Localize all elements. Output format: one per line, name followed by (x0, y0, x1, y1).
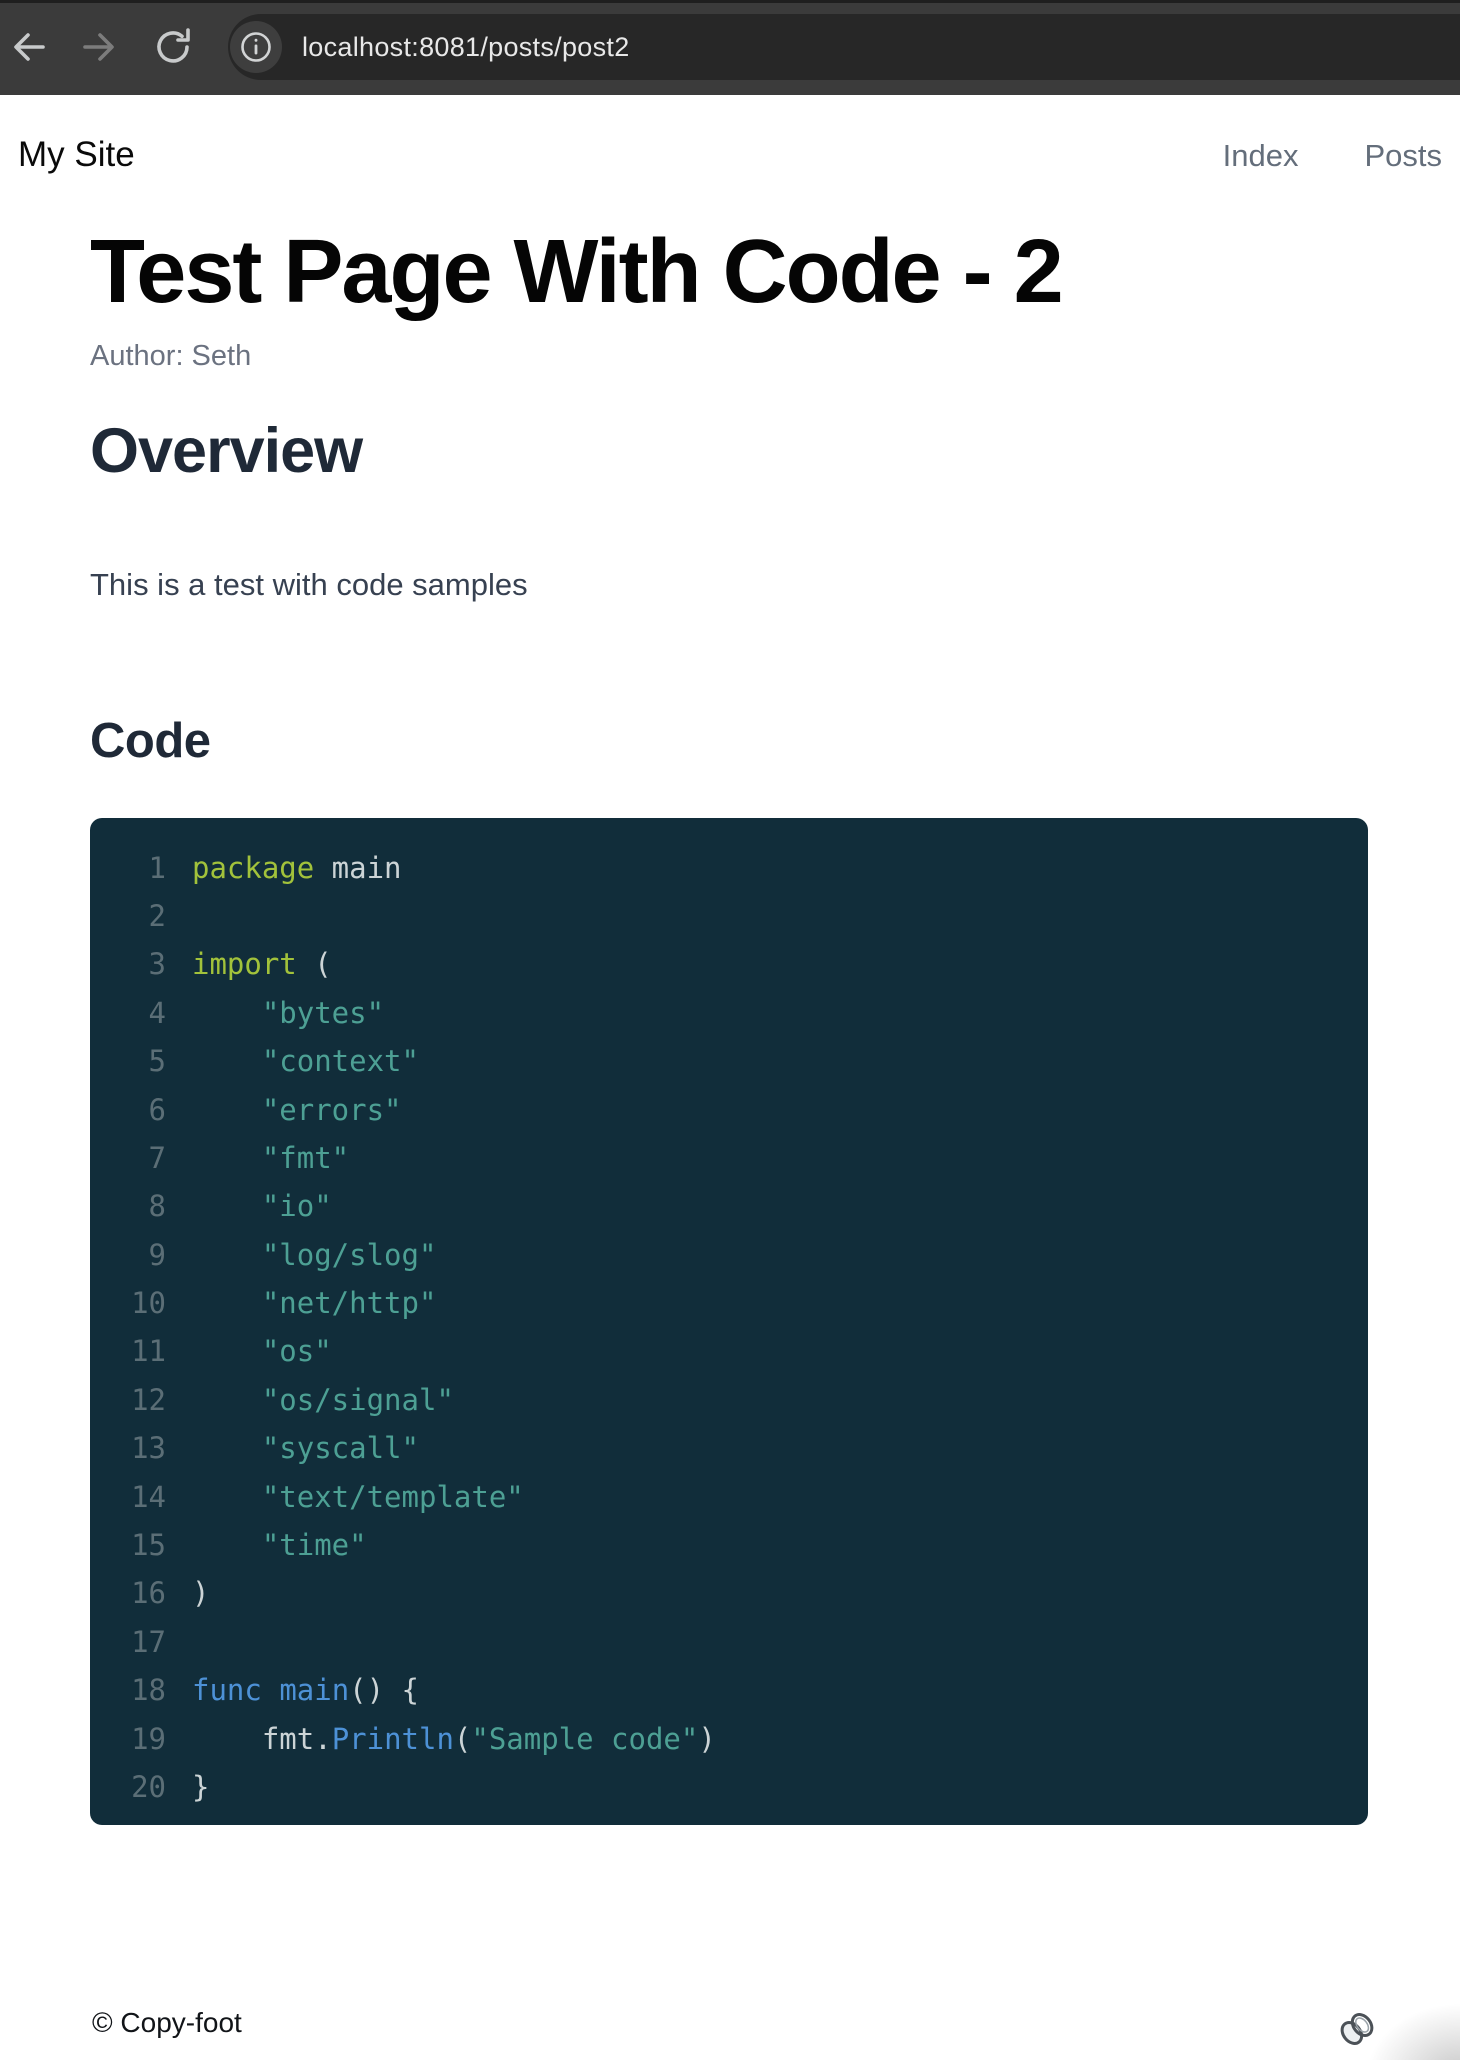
code-text (192, 851, 402, 885)
code-line (120, 989, 1348, 1037)
code-line (120, 1521, 1348, 1569)
reload-button[interactable] (151, 25, 195, 69)
link-chain-icon[interactable] (1334, 2006, 1380, 2052)
code-text (192, 947, 332, 981)
code-line (120, 940, 1348, 988)
line-number: 18 (131, 1673, 166, 1708)
code-line (120, 1327, 1348, 1375)
code-token-str: "time" (261, 1528, 367, 1563)
code-text (192, 1576, 209, 1610)
code-text (192, 1044, 419, 1078)
line-number: 10 (131, 1286, 166, 1321)
code-line (120, 844, 1348, 892)
overview-paragraph: This is a test with code samples (90, 566, 528, 602)
post-title: Test Page With Code - 2 (90, 222, 1062, 322)
code-token-str: "os/signal" (261, 1382, 454, 1417)
line-number: 14 (131, 1479, 166, 1514)
code-token-kw: package (192, 850, 315, 885)
code-token-str: "text/template" (261, 1479, 524, 1514)
overview-heading: Overview (90, 415, 363, 486)
code-text (192, 1141, 349, 1175)
code-line (120, 1037, 1348, 1085)
code-token-pl (192, 1093, 262, 1127)
code-text (192, 1238, 436, 1272)
code-line (120, 1424, 1348, 1472)
code-token-str: "Sample code" (471, 1721, 699, 1756)
line-number: 8 (148, 1189, 166, 1224)
line-number: 1 (148, 850, 166, 885)
code-token-str: "io" (261, 1189, 332, 1224)
code-token-pl: fmt. (192, 1721, 332, 1756)
code-line (120, 1715, 1348, 1763)
code-token-str: "syscall" (261, 1431, 419, 1466)
code-line (120, 1279, 1348, 1327)
nav-link-index[interactable]: Index (1222, 138, 1299, 173)
code-token-pl (192, 1528, 262, 1562)
site-title: My Site (18, 135, 135, 174)
info-icon (239, 30, 273, 64)
code-line (120, 1666, 1348, 1714)
code-line (120, 1086, 1348, 1134)
code-token-pl (192, 1334, 262, 1368)
code-text (192, 1528, 367, 1562)
footer-copyright: © Copy-foot (92, 2006, 242, 2038)
article (90, 222, 1368, 1825)
line-number: 12 (131, 1382, 166, 1417)
code-token-fn: Println (331, 1721, 454, 1756)
code-heading: Code (90, 714, 211, 769)
code-token-pl: ) (698, 1721, 716, 1756)
code-token-str: "os" (261, 1334, 332, 1369)
line-number: 13 (131, 1431, 166, 1466)
code-token-fn: main (279, 1673, 350, 1708)
line-number: 20 (131, 1770, 166, 1804)
code-text (192, 1480, 524, 1514)
code-token-pl: main (314, 850, 402, 885)
code-token-pl (192, 1383, 262, 1417)
code-token-str: "log/slog" (261, 1237, 437, 1272)
code-text (192, 1722, 716, 1756)
site-info-button[interactable] (230, 21, 282, 73)
code-token-pl (192, 1238, 262, 1272)
code-line (120, 1763, 1348, 1811)
chain-links-icon (1334, 2006, 1380, 2052)
line-number: 11 (131, 1334, 166, 1369)
code-line (120, 1182, 1348, 1230)
code-token-pl: ( (453, 1721, 472, 1756)
code-token-pl (262, 1673, 279, 1707)
code-line (120, 1134, 1348, 1182)
line-number: 17 (131, 1624, 166, 1659)
line-number: 5 (148, 1044, 166, 1079)
code-line (120, 1618, 1348, 1666)
line-number: 19 (131, 1721, 166, 1756)
code-token-str: "bytes" (261, 995, 385, 1030)
code-token-kw: import (192, 947, 297, 982)
code-token-pl (192, 1141, 262, 1175)
code-text (192, 1383, 454, 1417)
line-number: 2 (148, 898, 166, 933)
code-text (192, 1673, 419, 1707)
line-number: 7 (148, 1140, 166, 1175)
code-line (120, 892, 1348, 940)
code-token-pl: } (192, 1770, 210, 1804)
nav-link-posts[interactable]: Posts (1364, 138, 1442, 173)
code-token-pl: ( (296, 947, 332, 982)
corner-shade (1310, 1940, 1460, 2060)
code-token-pl (192, 1189, 262, 1223)
forward-button[interactable] (77, 25, 121, 69)
line-number: 6 (148, 1092, 166, 1127)
code-line (120, 1376, 1348, 1424)
code-line (120, 1473, 1348, 1521)
line-number: 9 (148, 1237, 166, 1272)
back-arrow-icon (7, 25, 51, 69)
code-text (192, 996, 384, 1030)
line-number: 3 (148, 947, 166, 982)
code-token-str: "errors" (261, 1092, 402, 1127)
code-text (192, 1770, 209, 1804)
code-token-str: "context" (261, 1044, 419, 1079)
code-token-pl: () { (349, 1673, 419, 1708)
code-line (120, 1569, 1348, 1617)
code-line (120, 1231, 1348, 1279)
code-token-pl (192, 1431, 262, 1465)
code-text (192, 1334, 332, 1368)
code-token-pl (192, 1286, 262, 1320)
back-button[interactable] (7, 25, 51, 69)
code-token-fn: func (192, 1673, 262, 1708)
window-top-edge (0, 0, 1460, 3)
code-token-str: "net/http" (261, 1286, 437, 1321)
code-token-pl (192, 996, 262, 1030)
site-header (0, 95, 1460, 175)
url-text[interactable]: localhost:8081/posts/post2 (302, 32, 630, 62)
code-lines (120, 844, 1348, 1812)
code-block (90, 818, 1368, 1825)
line-number: 4 (148, 995, 166, 1030)
code-text (192, 1093, 402, 1127)
forward-arrow-icon (77, 25, 121, 69)
code-token-pl (192, 1480, 262, 1514)
line-number: 16 (131, 1576, 166, 1611)
code-token-str: "fmt" (261, 1140, 350, 1175)
line-number: 15 (131, 1528, 166, 1563)
code-text (192, 1189, 332, 1223)
reload-icon (151, 25, 195, 69)
code-token-pl (192, 1044, 262, 1078)
author-line: Author: Seth (90, 339, 252, 372)
code-token-pl: ) (192, 1576, 210, 1611)
code-text (192, 1431, 419, 1465)
site-nav (1223, 138, 1442, 174)
code-text (192, 1286, 436, 1320)
browser-chrome (0, 0, 1460, 95)
